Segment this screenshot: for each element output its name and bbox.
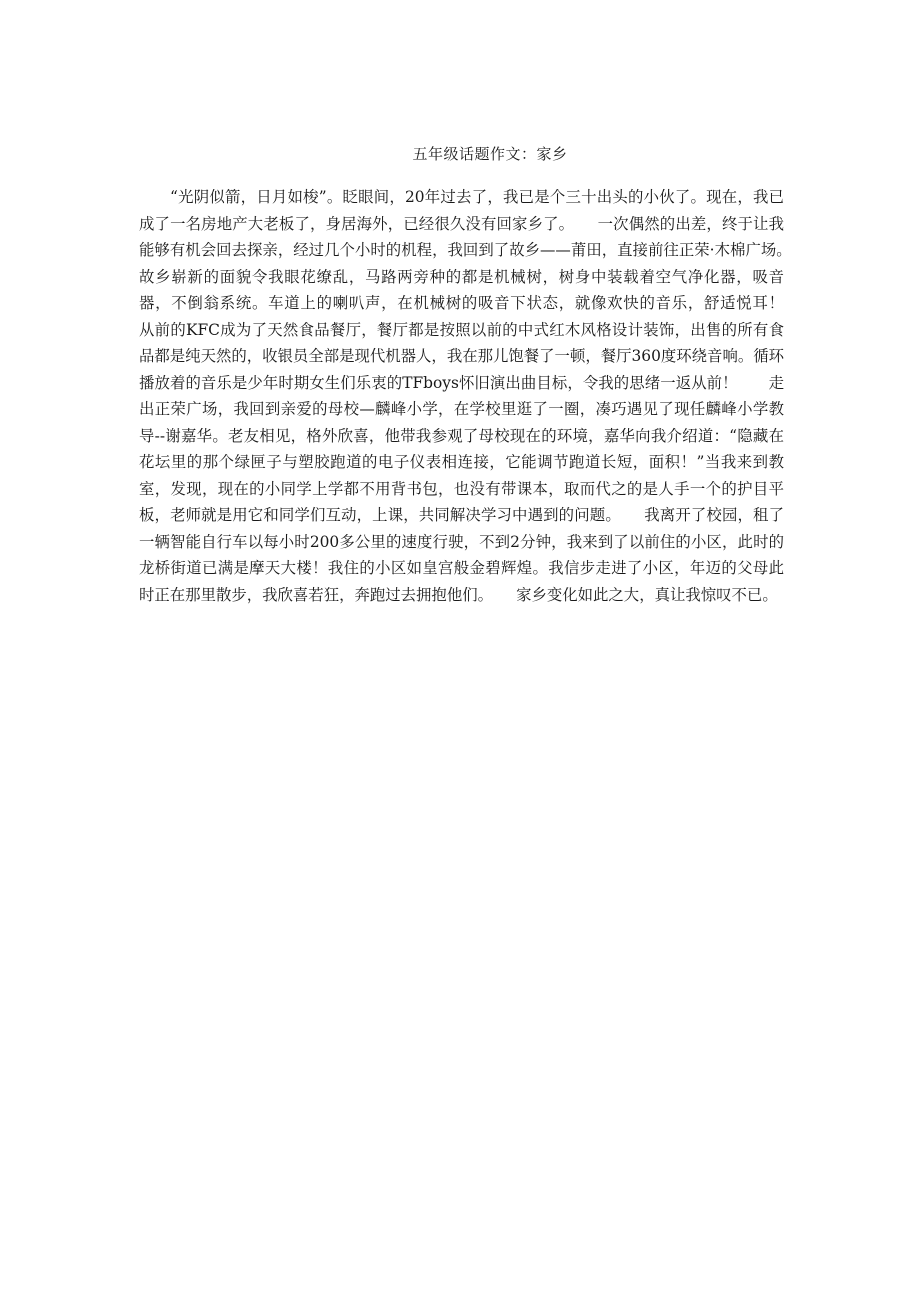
document-title: 五年级话题作文：家乡 (412, 145, 568, 163)
document-body-paragraph: “光阴似箭，日月如梭”。眨眼间，20年过去了，我已是个三十出头的小伙了。现在，我已成了一名房地产大老板了，身居海外，已经很久没有回家乡了。 一次偶然的出差，终于让我能够有机会回去探亲，经过几个小时的机程，我回到了故乡——莆田，直接前往正荣·木棉广场。 故乡崭新的面貌令我眼花缭乱，马路两旁种的都是机械树，树身中装载着空气净化器，吸音器，不倒翁系统。车道上的喇叭声，在机械树的吸音下状态，就像欢快的音乐，舒适悦耳！ 从前的KFC成为了天然食品餐厅，餐厅都是按照以前的中式红木风格设计装饰，出售的所有食品都是纯天然的，收银员全部是现代机器人，我在那儿饱餐了一顿，餐厅360度环绕音响。循环播放着的音乐是少年时期女生们乐衷的TFboys怀旧演出曲目标，令我的思绪一返从前！ 走出正荣广场，我回到亲爱的母校—麟峰小学，在学校里逛了一圈，凑巧遇见了现任麟峰小学教导--谢嘉华。老友相见，格外欣喜，他带我参观了母校现在的环境，嘉华向我介绍道：“隐藏在花坛里的那个绿匣子与塑胶跑道的电子仪表相连接，它能调节跑道长短，面积！”当我来到教室，发现，现在的小同学上学都不用背书包，也没有带课本，取而代之的是人手一个的护目平板，老师就是用它和同学们互动，上课，共同解决学习中遇到的问题。 我离开了校园，租了一辆智能自行车以每小时200多公里的速度行驶，不到2分钟，我来到了以前住的小区，此时的龙桥街道已满是摩天大楼！我住的小区如皇宫般金碧辉煌。我信步走进了小区，年迈的父母此时正在那里散步，我欣喜若狂，奔跑过去拥抱他们。 家乡变化如此之大，真让我惊叹不已。 (139, 188, 815, 604)
